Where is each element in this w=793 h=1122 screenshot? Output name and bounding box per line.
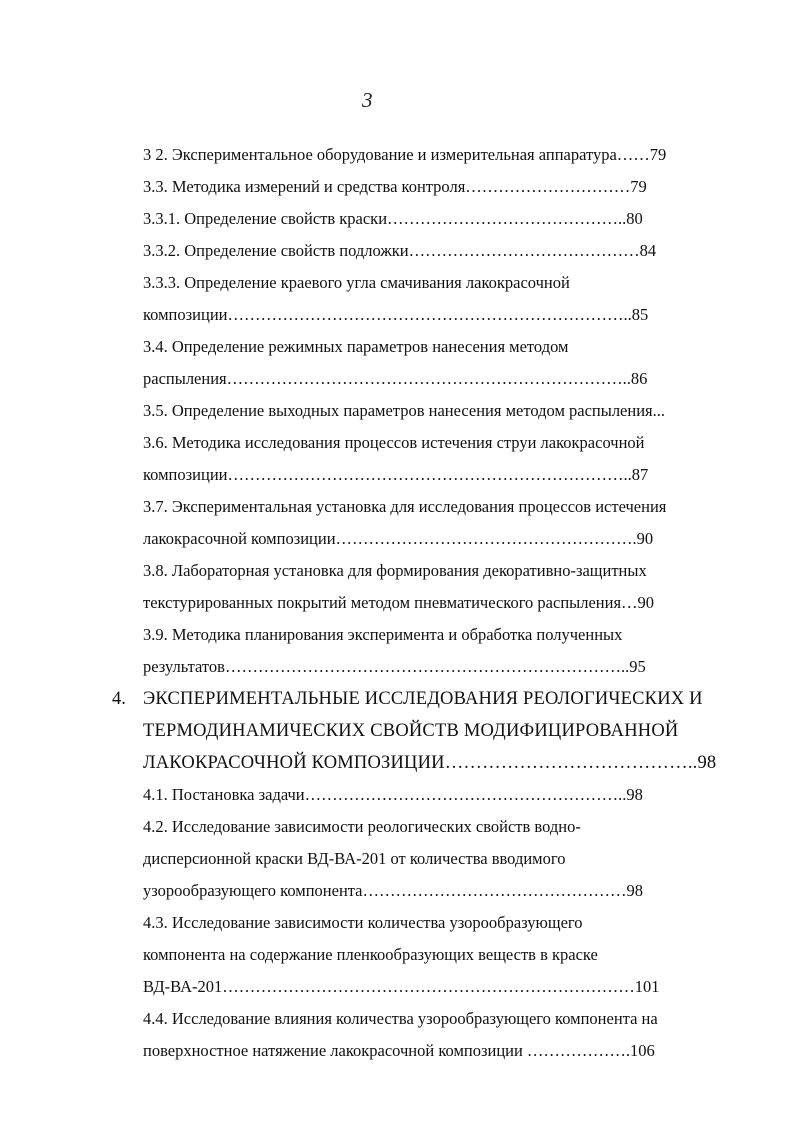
toc-entry-3-7-cont: лакокрасочной композиции……………………………………………….90 <box>143 529 654 548</box>
toc-entry-4-3-cont-2: ВД-ВА-201…………………………………………………………………101 <box>143 977 660 996</box>
toc-entry-3-5: 3.5. Определение выходных параметров нанесения методом распыления... <box>143 401 666 420</box>
toc-chapter-4: ЭКСПЕРИМЕНТАЛЬНЫЕ ИССЛЕДОВАНИЯ РЕОЛОГИЧЕСКИХ И <box>143 689 703 709</box>
toc-entry-3-6: 3.6. Методика исследования процессов истечения струи лакокрасочной <box>143 433 645 452</box>
toc-entry-3-7: 3.7. Экспериментальная установка для исследования процессов истечения <box>143 497 667 516</box>
toc-entry-3-9: 3.9. Методика планирования эксперимента и обработка полученных <box>143 625 623 644</box>
toc-entry-4-1: 4.1. Постановка задачи…………………………………………………..98 <box>143 785 643 804</box>
toc-entry-4-2: 4.2. Исследование зависимости реологических свойств водно- <box>143 817 581 836</box>
toc-entry-4-4: 4.4. Исследование влияния количества узорообразующего компонента на <box>143 1009 658 1028</box>
toc-entry-4-3-cont-1: компонента на содержание пленкообразующих веществ в краске <box>143 945 598 964</box>
chapter-4-number: 4. <box>112 689 126 709</box>
toc-entry-3-8-cont: текстурированных покрытий методом пневматического распыления…90 <box>143 593 655 612</box>
toc-entry-3-3-3: 3.3.3. Определение краевого угла смачивания лакокрасочной <box>143 273 570 292</box>
toc-entry-3-3-1: 3.3.1. Определение свойств краски……………………………………..80 <box>143 209 643 228</box>
toc-entry-3-4: 3.4. Определение режимных параметров нанесения методом <box>143 337 569 356</box>
toc-entry-4-4-cont: поверхностное натяжение лакокрасочной композиции ……………….106 <box>143 1041 655 1060</box>
page-number: 3 <box>362 88 373 112</box>
toc-entry-4-2-cont-1: дисперсионной краски ВД-ВА-201 от количества вводимого <box>143 849 566 868</box>
toc-chapter-4-cont-2: ЛАКОКРАСОЧНОЙ КОМПОЗИЦИИ…………………………………..98 <box>143 753 717 773</box>
toc-entry-3-6-cont: композиции………………………………………………………………..87 <box>143 465 649 484</box>
toc-chapter-4-cont-1: ТЕРМОДИНАМИЧЕСКИХ СВОЙСТВ МОДИФИЦИРОВАННОЙ <box>143 721 679 741</box>
toc-entry-3-4-cont: распыления………………………………………………………………..86 <box>143 369 648 388</box>
toc-entry-3-3-2: 3.3.2. Определение свойств подложки……………………………………84 <box>143 241 657 260</box>
toc-entry-3-9-cont: результатов………………………………………………………………..95 <box>143 657 646 676</box>
toc-entry-3-2: 3 2. Экспериментальное оборудование и измерительная аппаратура……79 <box>143 145 667 164</box>
toc-entry-3-3: 3.3. Методика измерений и средства контроля…………………………79 <box>143 177 647 196</box>
toc-entry-3-3-3-cont: композиции………………………………………………………………..85 <box>143 305 649 324</box>
toc-entry-4-3: 4.3. Исследование зависимости количества узорообразующего <box>143 913 583 932</box>
toc-entry-4-2-cont-2: узорообразующего компонента…………………………………………98 <box>143 881 644 900</box>
toc-entry-3-8: 3.8. Лабораторная установка для формирования декоративно-защитных <box>143 561 647 580</box>
